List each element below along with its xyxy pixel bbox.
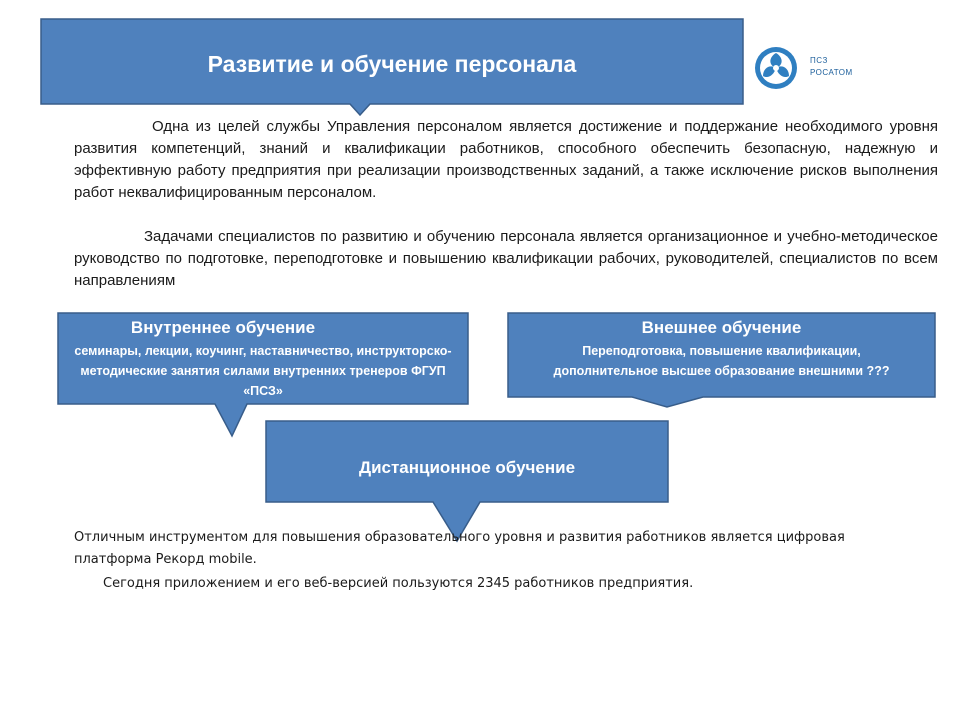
external-training-heading: Внешнее обучение	[641, 318, 802, 337]
internal-training-heading: Внутреннее обучение	[130, 318, 316, 337]
logo-line2: РОСАТОМ	[810, 68, 853, 77]
users-note: Сегодня приложением и его веб-версией пользуются 2345 работников предприятия.	[103, 576, 694, 591]
distance-learning-shape	[265, 420, 669, 542]
platform-note: Отличным инструментом для повышения образовательного уровня и развития работников является цифровая платформа Рекорд mobile.	[74, 530, 845, 567]
intro-paragraph-1: Одна из целей службы Управления персоналом является достижение и поддержание необходимого уровня развития компетенций, знаний и квалификации работников, способного обеспечить безопасную, надежную и эффективную работу предприятия при реализации производственных заданий, а также исключение рисков выполнения работ неквалифицированным персоналом.	[74, 118, 938, 201]
rosatom-logo	[752, 44, 862, 92]
rosatom-logo-icon	[752, 44, 808, 92]
intro-paragraph-2: Задачами специалистов по развитию и обучению персонала является организационное и учебно-методическое руководство по подготовке, переподготовке и повышению квалификации рабочих, руководителей, специалистов по всем направлениям	[74, 228, 938, 289]
distance-learning-heading: Дистанционное обучение	[358, 458, 576, 477]
external-training-callout	[507, 312, 936, 408]
title-callout	[40, 18, 744, 116]
logo-label	[810, 55, 853, 79]
external-training-description: Переподготовка, повышение квалификации, дополнительное высшее образование внешними ???	[553, 344, 890, 378]
logo-line1: ПСЗ	[810, 56, 828, 65]
internal-training-description: семинары, лекции, коучинг, наставничество, инструкторско-методические занятия силами внутренних тренеров ФГУП «ПСЗ»	[74, 344, 452, 398]
page-title: Развитие и обучение персонала	[207, 51, 577, 77]
distance-learning-callout	[265, 420, 669, 542]
